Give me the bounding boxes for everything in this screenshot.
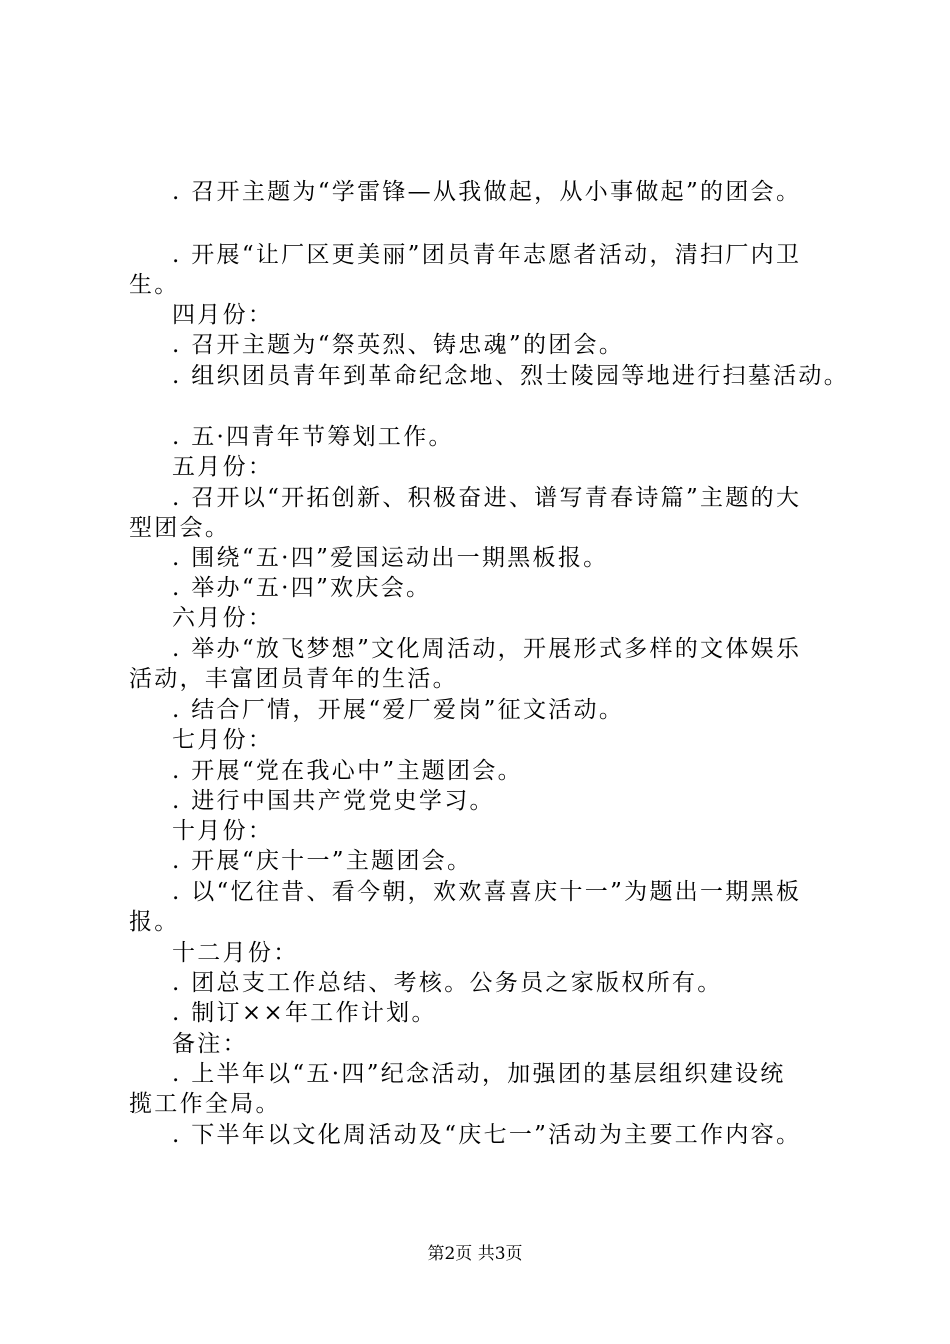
text-line: 生。 [129,272,180,298]
text-line: . 召开主题为“学雷锋—从我做起，从小事做起”的团会。 [172,179,802,205]
text-line: . 围绕“五·四”爱国运动出一期黑板报。 [172,545,609,571]
text-line: . 团总支工作总结、考核。公务员之家版权所有。 [172,970,723,996]
text-line: . 结合厂情，开展“爱厂爱岗”征文活动。 [172,697,625,723]
text-line: . 五·四青年节筹划工作。 [172,424,454,450]
month-heading: 六月份： [172,605,274,631]
text-line: . 下半年以文化周活动及“庆七一”活动为主要工作内容。 [172,1122,802,1148]
text-line: 活动，丰富团员青年的生活。 [129,666,458,692]
month-heading: 七月份： [172,727,274,753]
page-footer: 第2页 共3页 [427,1244,523,1264]
month-heading: 五月份： [172,454,274,480]
text-line: . 组织团员青年到革命纪念地、烈士陵园等地进行扫墓活动。 [172,363,850,389]
text-line: . 开展“让厂区更美丽”团员青年志愿者活动，清扫厂内卫 [172,242,802,268]
month-heading: 十二月份： [172,940,299,966]
text-line: . 开展“党在我心中”主题团会。 [172,758,523,784]
text-line: 型团会。 [129,515,231,541]
month-heading: 四月份： [172,302,274,328]
text-line: . 召开主题为“祭英烈、铸忠魂”的团会。 [172,332,625,358]
text-line: . 以“忆往昔、看今朝，欢欢喜喜庆十一”为题出一期黑板 [172,879,802,905]
text-line: . 召开以“开拓创新、积极奋进、谱写青春诗篇”主题的大 [172,485,802,511]
text-line: . 举办“五·四”欢庆会。 [172,575,432,601]
text-line: . 开展“庆十一”主题团会。 [172,848,473,874]
text-line: . 举办“放飞梦想”文化周活动，开展形式多样的文体娱乐 [172,636,802,662]
text-line: . 制订××年工作计划。 [172,1000,437,1026]
month-heading: 十月份： [172,818,274,844]
remarks-heading: 备注： [172,1031,248,1057]
text-line: . 进行中国共产党党史学习。 [172,788,495,814]
text-line: 报。 [129,909,180,935]
text-line: 揽工作全局。 [129,1091,281,1117]
text-line: . 上半年以“五·四”纪念活动，加强团的基层组织建设统 [172,1061,786,1087]
